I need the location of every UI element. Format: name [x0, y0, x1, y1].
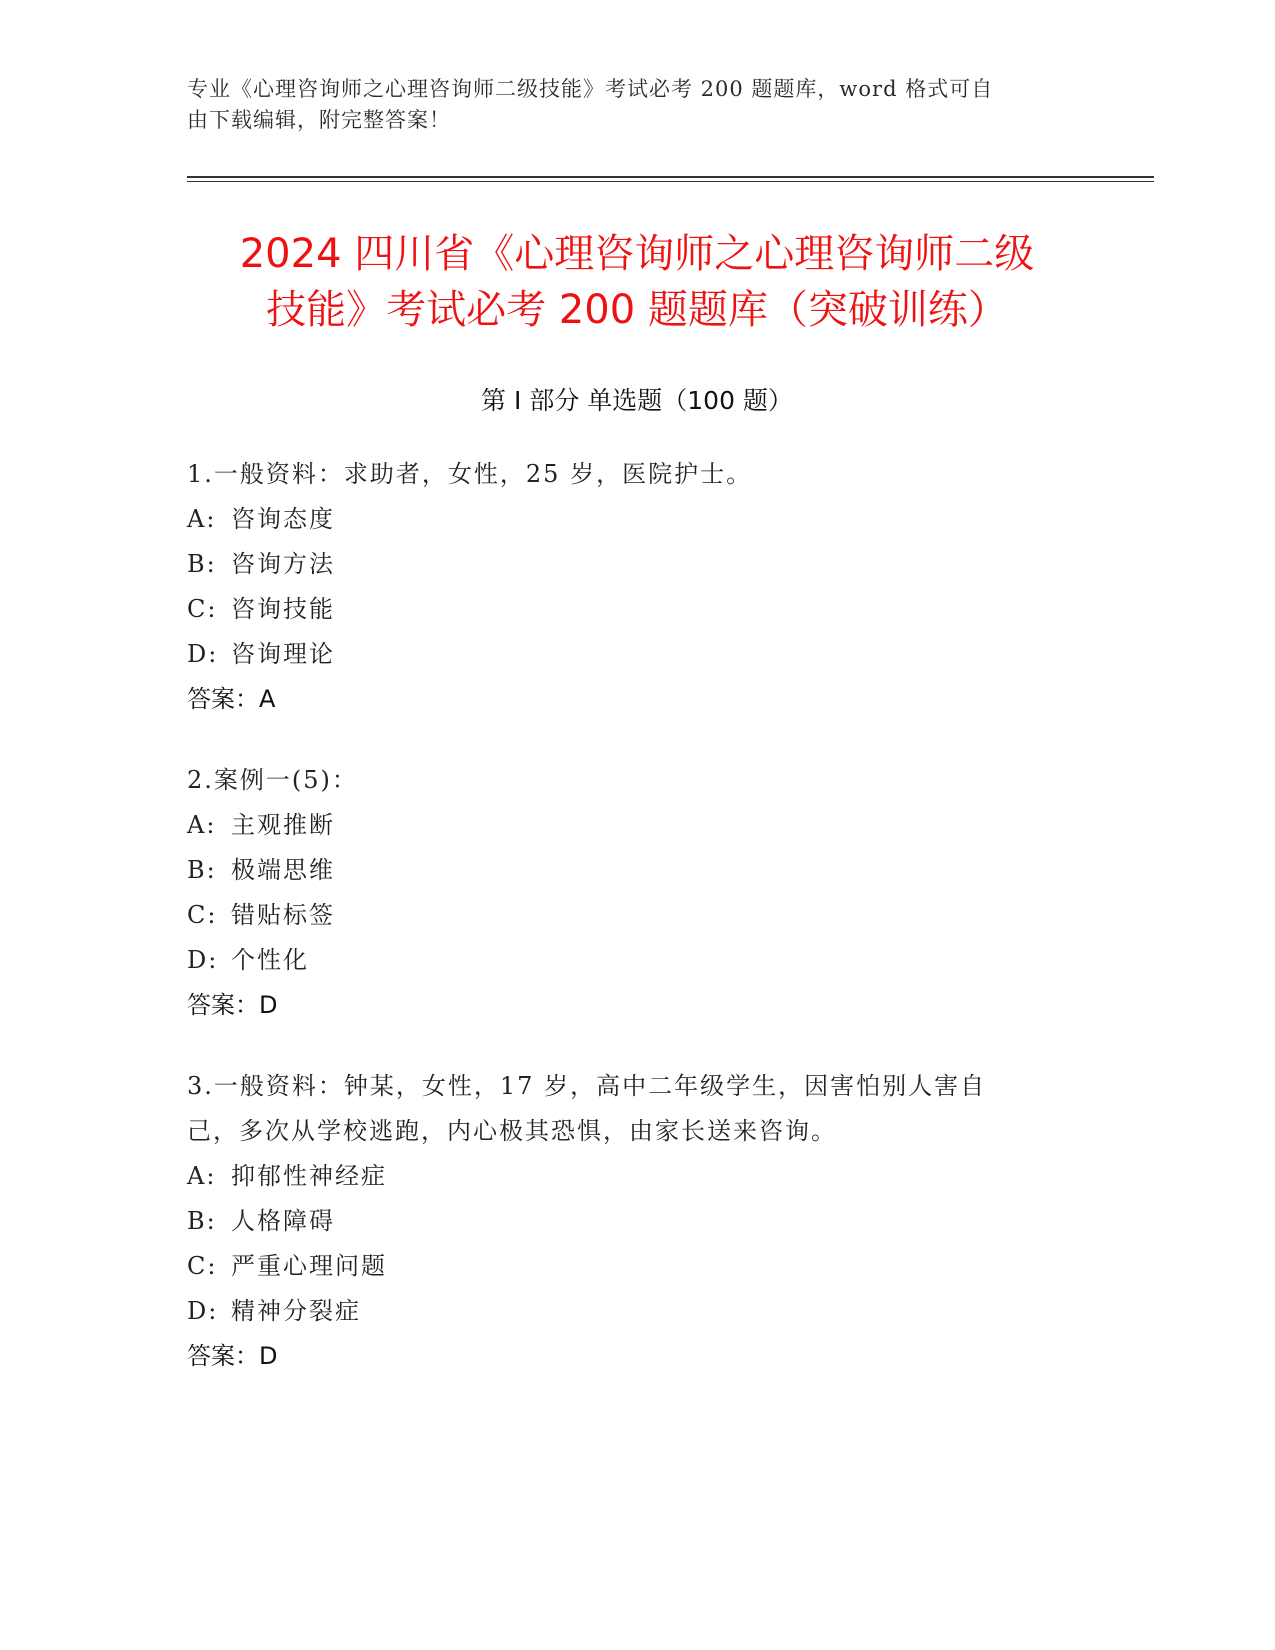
intro-line-2: 由下载编辑，附完整答案！ [187, 108, 451, 132]
option-d [187, 632, 1067, 677]
option-letter: D: [187, 640, 219, 668]
option-d [187, 1289, 1067, 1334]
header-divider-thick [187, 176, 1154, 178]
option-text: 个性化 [231, 946, 309, 974]
question-stem-line-1: 3.一般资料：钟某，女性，17 岁，高中二年级学生，因害怕别人害自 [187, 1072, 987, 1100]
answer-line: 答案：D [187, 991, 278, 1019]
option-a [187, 497, 1067, 542]
intro-line-1: 专业《心理咨询师之心理咨询师二级技能》考试必考 200 题题库，word 格式可自 [187, 77, 994, 101]
question-2 [187, 758, 1067, 1028]
option-letter: A: [187, 1162, 217, 1190]
header-divider-thin [187, 181, 1154, 182]
option-text: 严重心理问题 [231, 1252, 387, 1280]
intro-text [187, 74, 1067, 136]
option-text: 咨询理论 [231, 640, 335, 668]
option-text: 极端思维 [231, 856, 335, 884]
option-text: 错贴标签 [231, 901, 335, 929]
title-line-1: 2024 四川省《心理咨询师之心理咨询师二级 [239, 231, 1035, 277]
option-letter: B: [187, 1207, 217, 1235]
option-letter: A: [187, 811, 217, 839]
option-c [187, 587, 1067, 632]
answer-line: 答案：A [187, 685, 276, 713]
option-text: 咨询态度 [231, 505, 335, 533]
option-letter: B: [187, 856, 217, 884]
option-text: 主观推断 [231, 811, 335, 839]
option-letter: A: [187, 505, 217, 533]
option-letter: C: [187, 1252, 218, 1280]
question-stem: 2.案例一(5)： [187, 766, 358, 794]
option-b [187, 542, 1067, 587]
option-b [187, 848, 1067, 893]
option-a [187, 1154, 1067, 1199]
option-c [187, 1244, 1067, 1289]
option-text: 咨询方法 [231, 550, 335, 578]
answer-line: 答案：D [187, 1342, 278, 1370]
option-text: 人格障碍 [231, 1207, 335, 1235]
option-c [187, 893, 1067, 938]
option-a [187, 803, 1067, 848]
option-letter: D: [187, 1297, 219, 1325]
option-text: 咨询技能 [231, 595, 335, 623]
document-title [187, 226, 1087, 338]
question-3 [187, 1064, 1067, 1379]
section-title: 第 I 部分 单选题（100 题） [481, 386, 793, 415]
title-line-2: 技能》考试必考 200 题题库（突破训练） [266, 287, 1008, 333]
option-letter: C: [187, 901, 218, 929]
question-stem-line-2: 己，多次从学校逃跑，内心极其恐惧，由家长送来咨询。 [187, 1117, 837, 1145]
option-text: 精神分裂症 [231, 1297, 361, 1325]
option-b [187, 1199, 1067, 1244]
option-letter: B: [187, 550, 217, 578]
option-d [187, 938, 1067, 983]
option-text: 抑郁性神经症 [231, 1162, 387, 1190]
question-1 [187, 452, 1067, 722]
option-letter: D: [187, 946, 219, 974]
option-letter: C: [187, 595, 218, 623]
question-stem: 1.一般资料：求助者，女性，25 岁，医院护士。 [187, 460, 753, 488]
